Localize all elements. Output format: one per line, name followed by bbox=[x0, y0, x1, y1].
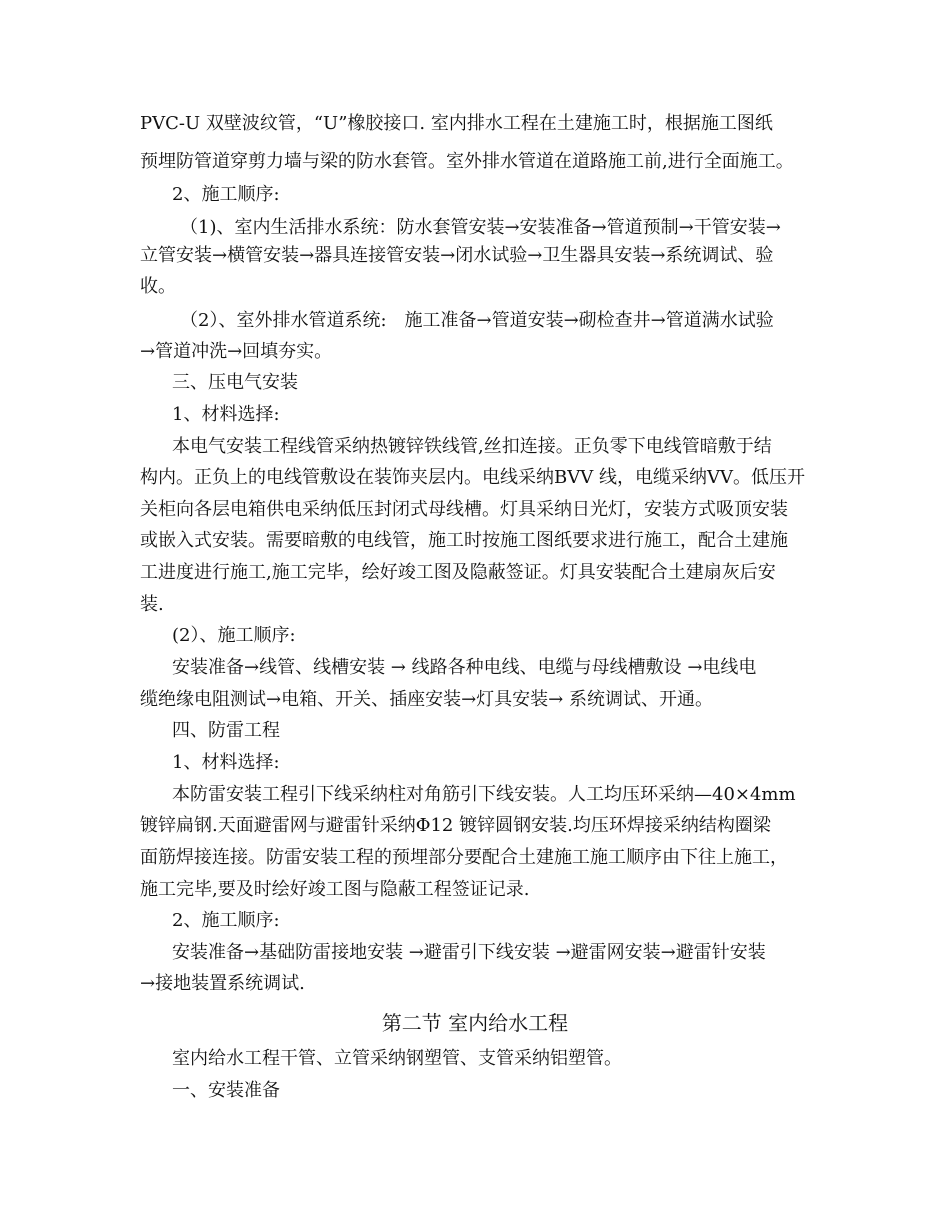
section-heading-line: 四、防雷工程 bbox=[172, 720, 280, 741]
paragraph-line: 构内。正负上的电线管敷设在装饰夹层内。电线采纳BVV 线，电缆采纳VV。低压开 bbox=[140, 467, 805, 488]
paragraph-line: →接地装置系统调试. bbox=[140, 973, 305, 994]
subheading-line: 2、施工顺序: bbox=[172, 184, 280, 205]
paragraph-line: 立管安装→横管安装→器具连接管安装→闭水试验→卫生器具安装→系统调试、验 bbox=[140, 245, 774, 266]
paragraph-line: 镀锌扁钢.天面避雷网与避雷针采纳Φ12 镀锌圆钢安装.均压环焊接采纳结构圈梁 bbox=[140, 815, 771, 836]
paragraph-line: （2）、室外排水管道系统: 施工准备→管道安装→砌检查井→管道满水试验 bbox=[180, 310, 774, 331]
paragraph-line: 面筋焊接连接。防雷安装工程的预埋部分要配合土建施工施工顺序由下往上施工， bbox=[140, 847, 788, 868]
paragraph-line: 本防雷安装工程引下线采纳柱对角筋引下线安装。人工均压环采纳—40×4mm bbox=[172, 784, 796, 805]
paragraph-line: →管道冲洗→回填夯实。 bbox=[140, 341, 333, 362]
paragraph-line: 预埋防管道穿剪力墙与梁的防水套管。室外排水管道在道路施工前,进行全面施工。 bbox=[140, 151, 794, 172]
section-title: 第二节 室内给水工程 bbox=[381, 1011, 569, 1035]
section-heading-line: 三、压电气安装 bbox=[172, 372, 298, 393]
paragraph-line: （1)、室内生活排水系统：防水套管安装→安装准备→管道预制→干管安装→ bbox=[180, 217, 781, 238]
paragraph-line: 收。 bbox=[140, 276, 176, 297]
paragraph-line: 施工完毕,要及时绘好竣工图与隐蔽工程签证记录. bbox=[140, 879, 530, 900]
subheading-line: 1、材料选择: bbox=[172, 752, 280, 773]
paragraph-line: PVC-U 双壁波纹管，“U”橡胶接口. 室内排水工程在土建施工时，根据施工图纸 bbox=[140, 113, 773, 134]
paragraph-line: 或嵌入式安装。需要暗敷的电线管，施工时按施工图纸要求进行施工，配合土建施 bbox=[140, 530, 788, 551]
paragraph-line: 本电气安装工程线管采纳热镀锌铁线管,丝扣连接。正负零下电线管暗敷于结 bbox=[172, 436, 772, 457]
subheading-line: (2）、施工顺序: bbox=[172, 625, 296, 646]
section-heading-line: 一、安装准备 bbox=[172, 1080, 280, 1101]
paragraph-line: 装. bbox=[140, 594, 164, 615]
paragraph-line: 安装准备→线管、线槽安装 → 线路各种电线、电缆与母线槽敷设 →电线电 bbox=[172, 657, 757, 678]
paragraph-line: 工进度进行施工,施工完毕，绘好竣工图及隐蔽签证。灯具安装配合土建扇灰后安 bbox=[140, 562, 776, 583]
paragraph-line: 安装准备→基础防雷接地安装 →避雷引下线安装 →避雷网安装→避雷针安装 bbox=[172, 942, 766, 963]
subheading-line: 1、材料选择: bbox=[172, 404, 280, 425]
subheading-line: 2、施工顺序: bbox=[172, 910, 280, 931]
paragraph-line: 缆绝缘电阻测试→电箱、开关、插座安装→灯具安装→ 系统调试、开通。 bbox=[140, 689, 713, 710]
paragraph-line: 室内给水工程干管、立管采纳钢塑管、支管采纳铝塑管。 bbox=[172, 1048, 622, 1069]
paragraph-line: 关柜向各层电箱供电采纳低压封闭式母线槽。灯具采纳日光灯，安装方式吸顶安装 bbox=[140, 499, 788, 520]
